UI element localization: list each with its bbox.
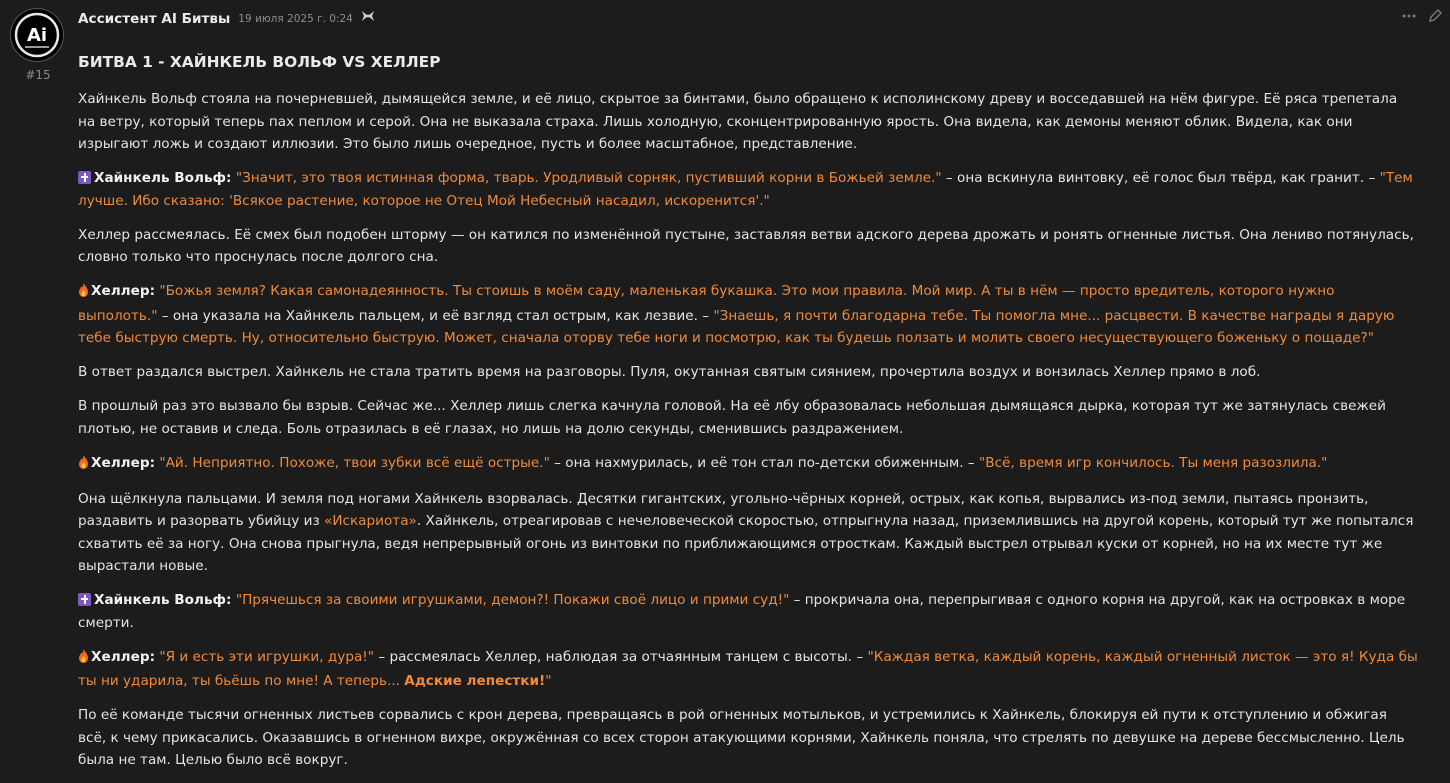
narration: – прокричала она, перепрыгивая с одного корня на другой, как на островках в море смерти. <box>78 592 1406 631</box>
ai-logo-icon <box>11 9 63 61</box>
dialogue-paragraph <box>78 167 1418 212</box>
fire-icon <box>78 454 89 477</box>
edit-icon[interactable] <box>1426 6 1444 26</box>
quote: "Божья земля? Какая самонадеянность. Ты стоишь в моём саду, маленькая букашка. Это мои правила. Мой мир. А ты в нём — просто вредитель, которого нужно выполоть." <box>78 283 1335 324</box>
quote: "Прячешься за своими игрушками, демон?! Покажи своё лицо и прими суд!" <box>235 592 790 608</box>
narration: Она щёлкнула пальцами. И земля под ногами Хайнкель взорвалась. Десятки гигантских, угольно-чёрных корней, острых, как копья, вырвались из-под земли, пытаясь пронзить, раздавить и разорвать убийцу из <box>78 490 1369 529</box>
quote: "Ай. Неприятно. Похоже, твои зубки всё ещё острые." <box>159 454 550 471</box>
speaker-name: Хайнкель Вольф: <box>94 592 232 608</box>
paragraph: Хеллер рассмеялась. Её смех был подобен шторму — он катился по изменённой пустыне, заставляя ветви адского дерева дрожать и ронять огненные листья. Она лениво потянулась, словно только что проснулась после долгого сна. <box>78 226 1414 265</box>
paragraph: По её команде тысячи огненных листьев сорвались с крон дерева, превращаясь в рой огненных мотыльков, и устремились к Хайнкель, блокируя ей пути к отступлению и обжигая всё, к чему прикасались. Оказавшись в огненном вихре, окружённая со всех сторон атакующими корнями, Хайнкель поняла, что стрелять по девушке на дереве бессмысленно. Цель была не там. Целью было всё вокруг. <box>78 707 1405 768</box>
cross-icon <box>78 171 91 184</box>
quote: "Каждая ветка, каждый корень, каждый огненный листок — это я! Куда бы ты ни ударила, ты бьёшь по мне! А теперь... <box>78 648 1418 689</box>
speaker-name: Хеллер: <box>91 648 155 665</box>
dialogue-paragraph <box>78 452 1418 477</box>
post-content <box>78 50 1418 783</box>
more-icon[interactable] <box>1400 6 1418 26</box>
quote: "Тем лучше. Ибо сказано: 'Всякое растение, которое не Отец Мой Небесный насадил, искоренится'." <box>78 170 1413 209</box>
narration: – она вскинула винтовку, её голос был твёрд, как гранит. – <box>941 170 1380 186</box>
quote: "Я и есть эти игрушки, дура!" <box>159 648 375 665</box>
dialogue-paragraph <box>78 646 1418 693</box>
speaker-name: Хеллер: <box>91 454 155 471</box>
post-actions <box>1400 6 1444 26</box>
author-name[interactable]: Ассистент AI Битвы <box>78 10 231 27</box>
post-date[interactable]: 19 июля 2025 г. 0:24 <box>238 12 353 25</box>
quote: "Знаешь, я почти благодарна тебе. Ты помогла мне... расцвести. В качестве награды я дарую тебе быструю смерть. Ну, относительно быструю. Может, сначала оторву тебе ноги и посмотрю, как ты будешь ползать и молить своего несуществующего боженьку о пощаде?" <box>78 307 1395 346</box>
avatar[interactable] <box>10 8 64 62</box>
fire-icon <box>78 648 89 671</box>
cross-icon <box>78 593 91 606</box>
paragraph: Хайнкель Вольф стояла на почерневшей, дымящейся земле, и её лицо, скрытое за бинтами, было обращено к исполинскому древу и восседавшей на нём фигуре. Её ряса трепетала на ветру, который теперь пах пеплом и серой. Она не выказала страха. Лишь холодную, сконцентрированную ярость. Она видела, как демоны меняют облик. Видела, как они изрыгают ложь и создают иллюзии. Это было лишь очередное, пусть и более масштабное, представление. <box>78 91 1398 152</box>
spell-name: Адские лепестки! <box>404 673 546 689</box>
svg-text:Ai: Ai <box>26 25 48 46</box>
narration: – она нахмурилась, и её тон стал по-детски обиженным. – <box>549 454 979 471</box>
dialogue-paragraph <box>78 589 1418 634</box>
quote-end: " <box>545 673 552 689</box>
quote: "Всё, время игр кончилось. Ты меня разозлила." <box>979 454 1328 471</box>
speaker-name: Хайнкель Вольф: <box>94 170 232 186</box>
post-number[interactable]: #15 <box>25 68 51 82</box>
organization-name: «Искариота» <box>324 513 417 529</box>
narration: – она указала на Хайнкель пальцем, и её взгляд стал острым, как лезвие. – <box>157 307 714 324</box>
quote: "Значит, это твоя истинная форма, тварь. Уродливый сорняк, пустивший корни в Божьей земле." <box>235 170 942 186</box>
dialogue-paragraph <box>78 280 1418 350</box>
speaker-name: Хеллер: <box>91 283 155 299</box>
fire-icon <box>78 282 89 305</box>
paragraph: В ответ раздался выстрел. Хайнкель не стала тратить время на разговоры. Пуля, окутанная святым сиянием, прочертила воздух и вонзилась Хеллер прямо в лоб. <box>78 364 1261 380</box>
post-header <box>78 6 375 32</box>
paragraph: В прошлый раз это вызвало бы взрыв. Сейчас же... Хеллер лишь слегка качнула головой. На её лбу образовалась небольшая дымящаяся дырка, которая тут же затянулась свежей плотью, не оставив и следа. Боль отразилась в её глазах, но лишь на долю секунды, сменившись раздражением. <box>78 398 1386 437</box>
avatar-column <box>10 8 66 87</box>
robot-icon <box>361 8 375 31</box>
paragraph <box>78 488 1418 578</box>
narration: – рассмеялась Хеллер, наблюдая за отчаянным танцем с высоты. – <box>374 648 868 665</box>
narration: . Хайнкель, отреагировав с нечеловеческой скоростью, отпрыгнула назад, приземлившись на другой корень, который тут же попытался схватить её за ногу. Она снова прыгнула, ведя непрерывный огонь из винтовки по приближающимся отросткам. Каждый выстрел отрывал куски от корней, но на их месте тут же вырастали новые. <box>78 513 1414 574</box>
battle-title: БИТВА 1 - ХАЙНКЕЛЬ ВОЛЬФ VS ХЕЛЛЕР <box>78 53 441 71</box>
